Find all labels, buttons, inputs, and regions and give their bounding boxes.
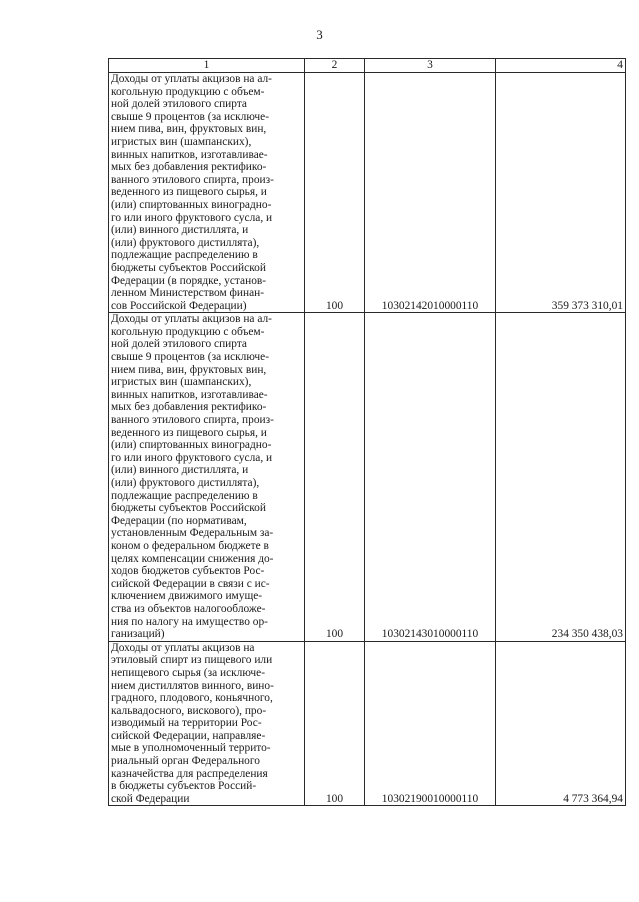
header-col-3: 3 <box>365 59 496 73</box>
description-line: ключением движимого имуще- <box>111 590 263 603</box>
revenue-description <box>109 313 305 641</box>
description-line: ства из объектов налогообложе- <box>111 602 266 615</box>
description-line: изводимый на территории Рос- <box>111 717 262 730</box>
description-line: (или) спиртованных виноградно- <box>111 198 272 211</box>
description-line: казначейства для распределения <box>111 767 268 780</box>
description-line: игристых вин (шампанских), <box>111 376 252 389</box>
description-line: свыше 9 процентов (за исключе- <box>111 110 270 123</box>
description-line: нием дистиллятов винного, вино- <box>111 679 274 692</box>
description-line: бюджеты субъектов Российской <box>111 261 266 274</box>
description-line: Федерации (по нормативам, <box>111 514 247 527</box>
amount-cell: 359 373 310,01 <box>496 73 626 313</box>
admin-code-cell: 100 <box>305 641 365 806</box>
description-line: в бюджеты субъектов Россий- <box>111 780 257 793</box>
description-line: (или) винного дистиллята, и <box>111 224 249 237</box>
description-line: ванного этилового спирта, произ- <box>111 414 274 427</box>
header-col-2: 2 <box>305 59 365 73</box>
description-line: го или иного фруктового сусла, и <box>111 451 273 464</box>
description-line: го или иного фруктового сусла, и <box>111 211 273 224</box>
description-line: (или) фруктового дистиллята), <box>111 236 260 249</box>
description-line: установленным Федеральным за- <box>111 527 274 540</box>
description-line: игристых вин (шампанских), <box>111 135 252 148</box>
admin-code-cell: 100 <box>305 313 365 641</box>
description-line: риальный орган Федерального <box>111 755 260 768</box>
kbk-code-cell: 10302142010000110 <box>365 73 496 313</box>
description-line: веденного из пищевого сырья, и <box>111 426 267 439</box>
description-line: Доходы от уплаты акцизов на ал- <box>111 313 272 326</box>
revenue-description <box>109 641 305 806</box>
description-line: когольную продукцию с объем- <box>111 325 265 338</box>
description-line: винных напитков, изготавливае- <box>111 148 268 161</box>
page-number: 3 <box>316 27 323 42</box>
kbk-code-cell: 10302190010000110 <box>365 641 496 806</box>
description-line: веденного из пищевого сырья, и <box>111 186 267 199</box>
description-line: целях компенсации снижения до- <box>111 552 274 565</box>
description-line: мых без добавления ректифико- <box>111 401 267 414</box>
description-line: этиловый спирт из пищевого или <box>111 654 273 667</box>
description-line: ванного этилового спирта, произ- <box>111 173 274 186</box>
description-line: нием пива, вин, фруктовых вин, <box>111 363 267 376</box>
description-line: ской Федерации <box>111 792 190 805</box>
description-line: нием пива, вин, фруктовых вин, <box>111 123 267 136</box>
amount-cell: 234 350 438,03 <box>496 313 626 641</box>
header-col-4: 4 <box>496 59 626 73</box>
description-line: подлежащие распределению в <box>111 489 258 502</box>
description-line: ной долей этилового спирта <box>111 98 247 111</box>
revenue-description <box>109 73 305 313</box>
description-line: бюджеты субъектов Российской <box>111 502 266 515</box>
description-line: подлежащие распределению в <box>111 249 258 262</box>
description-line: градного, плодового, коньячного, <box>111 692 273 705</box>
header-col-1: 1 <box>109 59 305 73</box>
description-line: ленном Министерством финан- <box>111 287 265 300</box>
revenue-table <box>108 58 626 806</box>
description-line: винных напитков, изготавливае- <box>111 388 268 401</box>
kbk-code-cell: 10302143010000110 <box>365 313 496 641</box>
table-row <box>109 313 626 641</box>
description-line: когольную продукцию с объем- <box>111 85 265 98</box>
admin-code-cell: 100 <box>305 73 365 313</box>
description-line: свыше 9 процентов (за исключе- <box>111 351 270 364</box>
description-line: мых без добавления ректифико- <box>111 161 267 174</box>
description-line: (или) фруктового дистиллята), <box>111 477 260 489</box>
description-line: ной долей этилового спирта <box>111 338 247 351</box>
description-line: коном о федеральном бюджете в <box>111 539 269 552</box>
description-line: Федерации (в порядке, установ- <box>111 274 267 287</box>
table-row <box>109 641 626 806</box>
description-line: кальвадосного, вискового), про- <box>111 704 267 717</box>
description-line: ния по налогу на имущество ор- <box>111 615 268 628</box>
description-line: мые в уполномоченный террито- <box>111 742 271 755</box>
description-line: непищевого сырья (за исключе- <box>111 666 266 679</box>
table-header-row <box>109 59 626 73</box>
description-line: (или) спиртованных виноградно- <box>111 439 272 452</box>
description-line: (или) винного дистиллята, и <box>111 464 249 477</box>
description-line: сов Российской Федерации) <box>111 299 247 312</box>
table-row <box>109 73 626 313</box>
amount-cell: 4 773 364,94 <box>496 641 626 806</box>
description-line: ганизаций) <box>111 628 165 641</box>
description-line: сийской Федерации, направляе- <box>111 729 266 742</box>
description-line: ходов бюджетов субъектов Рос- <box>111 565 265 578</box>
description-line: Доходы от уплаты акцизов на <box>111 641 255 654</box>
description-line: Доходы от уплаты акцизов на ал- <box>111 73 272 85</box>
description-line: сийской Федерации в связи с ис- <box>111 577 270 590</box>
